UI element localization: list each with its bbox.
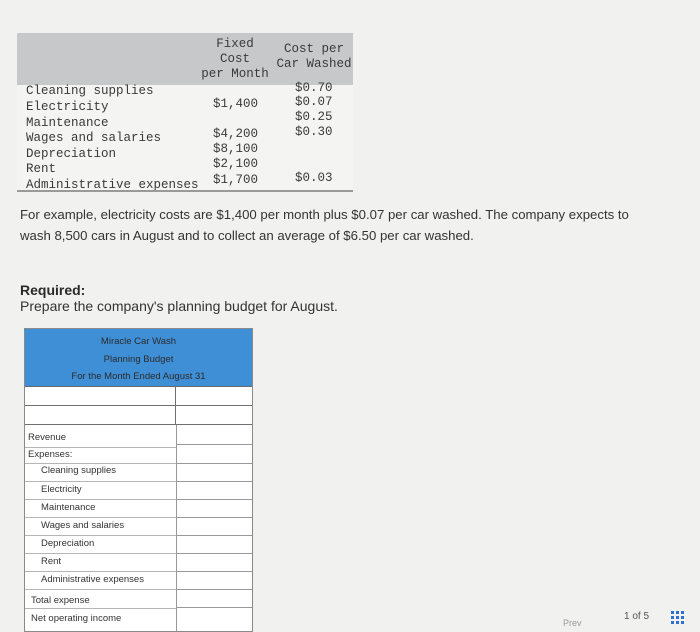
fixed-cost-value: $8,100 — [213, 142, 259, 156]
amount-cell[interactable] — [176, 553, 252, 554]
cost-row-label: Administrative expenses — [26, 178, 199, 192]
amount-cell[interactable] — [176, 481, 252, 482]
cost-row-label: Wages and salaries — [26, 131, 162, 145]
header-text: Car Washed — [276, 57, 352, 71]
variable-cost-value: $0.30 — [295, 125, 333, 139]
fixed-cost-value: $2,100 — [213, 157, 259, 171]
amount-cell[interactable] — [176, 517, 252, 518]
cost-table-rule — [17, 190, 353, 192]
budget-row-label: Electricity — [41, 484, 82, 495]
budget-header — [25, 329, 252, 387]
budget-row-separator — [25, 589, 176, 590]
budget-row — [25, 610, 176, 628]
budget-row-label: Wages and salaries — [41, 520, 125, 531]
required-heading: Required: — [20, 282, 86, 298]
amount-cell[interactable] — [176, 589, 252, 590]
variable-cost-value: $0.70 — [295, 81, 333, 95]
variable-cost-value: $0.03 — [295, 171, 333, 185]
budget-period: For the Month Ended August 31 — [71, 371, 206, 382]
cost-row-label: Cleaning supplies — [26, 84, 154, 98]
budget-row-label: Revenue — [28, 432, 67, 443]
fixed-cost-value: $1,700 — [213, 173, 259, 187]
amount-cell[interactable] — [176, 463, 252, 464]
required-instruction: Prepare the company's planning budget for August. — [20, 298, 338, 314]
header-text: Fixed — [216, 37, 254, 51]
budget-row-label: Administrative expenses — [41, 574, 144, 585]
budget-row-label: Cleaning supplies — [41, 465, 116, 476]
variable-cost-value: $0.07 — [295, 95, 333, 109]
budget-row-label: Rent — [41, 556, 62, 567]
budget-row-label: Net operating income — [31, 613, 122, 624]
budget-header-input-row — [25, 406, 252, 425]
budget-row — [25, 517, 176, 535]
budget-input-cell[interactable] — [25, 406, 176, 424]
budget-row — [25, 462, 176, 480]
amount-column-divider — [176, 425, 177, 631]
budget-row — [25, 553, 176, 571]
budget-row — [25, 535, 176, 553]
planning-budget-worksheet — [24, 328, 253, 632]
budget-input-cell[interactable] — [176, 387, 251, 405]
header-text: Cost — [219, 52, 250, 66]
variable-cost-header — [274, 42, 354, 72]
budget-row-label: Expenses: — [28, 449, 73, 460]
cost-row-label: Electricity — [26, 100, 109, 114]
fixed-cost-value: $4,200 — [213, 127, 259, 141]
amount-cell[interactable] — [176, 535, 252, 536]
budget-row — [25, 429, 176, 447]
amount-cell[interactable] — [176, 444, 252, 445]
problem-text-line: wash 8,500 cars in August and to collect an average of $6.50 per car washed. — [20, 228, 474, 243]
amount-cell[interactable] — [176, 571, 252, 572]
variable-cost-value: $0.25 — [295, 110, 333, 124]
cost-row-label: Rent — [26, 162, 57, 176]
budget-row — [25, 571, 176, 589]
grid-icon[interactable] — [671, 611, 685, 625]
budget-row-label: Maintenance — [41, 502, 96, 513]
fixed-cost-value: $1,400 — [213, 97, 259, 111]
budget-company-name: Miracle Car Wash — [100, 336, 177, 347]
budget-row-label: Depreciation — [41, 538, 95, 549]
header-text: per Month — [201, 67, 269, 81]
budget-header-input-row — [25, 387, 252, 406]
cost-row-label: Maintenance — [26, 116, 109, 130]
cost-row-label: Depreciation — [26, 147, 117, 161]
header-text: Cost per — [283, 42, 344, 56]
budget-row — [25, 481, 176, 499]
budget-row — [25, 499, 176, 517]
problem-text-line: For example, electricity costs are $1,400 per month plus $0.07 per car washed. The company expects to — [20, 207, 629, 222]
page-indicator: 1 of 5 — [624, 611, 650, 622]
budget-title: Planning Budget — [103, 354, 174, 365]
budget-row-separator — [25, 608, 176, 609]
prev-link[interactable]: Prev — [563, 618, 582, 628]
fixed-cost-header — [200, 37, 270, 82]
amount-cell[interactable] — [176, 499, 252, 500]
budget-input-cell[interactable] — [176, 406, 251, 424]
budget-input-cell[interactable] — [25, 387, 176, 405]
budget-row-label: Total expense — [31, 595, 90, 606]
cost-table — [17, 33, 353, 193]
amount-cell[interactable] — [176, 607, 252, 608]
